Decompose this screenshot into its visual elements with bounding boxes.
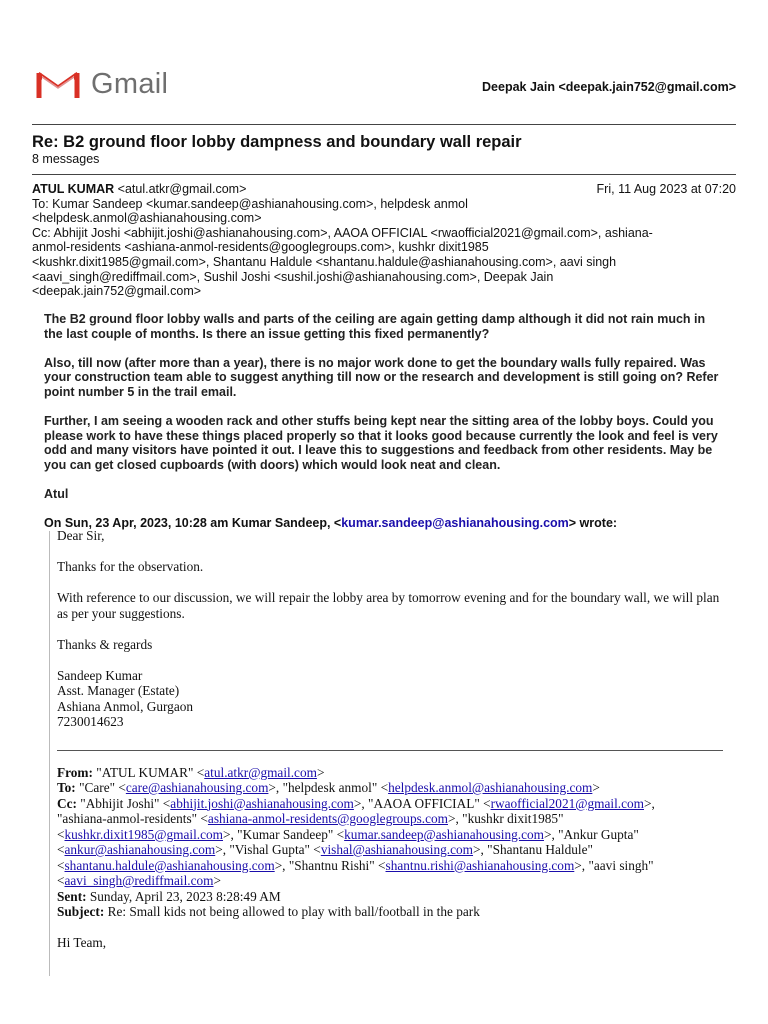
quoted-body: With reference to our discussion, we will repair the lobby area by tomorrow evening and for the boundary wall, we will plan as per your suggestions. <box>57 590 720 621</box>
to-text: > <box>592 780 600 795</box>
cc-email-link[interactable]: shantanu.haldule@ashianahousing.com <box>64 857 275 873</box>
from-end: > <box>316 764 325 780</box>
message-date: Fri, 11 Aug 2023 at 07:20 <box>596 182 736 196</box>
quoted-signature <box>57 668 727 730</box>
cc-text: "Abhijit Joshi" < <box>80 795 171 811</box>
to-email-link[interactable]: helpdesk.anmol@ashianahousing.com <box>388 780 593 795</box>
quoted-closing: Thanks & regards <box>57 636 153 652</box>
cc-text: < <box>57 826 65 842</box>
cc-text: >, "AAOA OFFICIAL" < <box>353 795 491 811</box>
cc-text: >, "Vishal Gupta" < <box>215 842 321 857</box>
body-paragraph: The B2 ground floor lobby walls and parts of the ceiling are again getting damp although it did not rain much in the last couple of months. Is there an issue getting this fixed permanently? <box>44 312 706 341</box>
quoted-to-line <box>57 780 727 796</box>
from-name: "ATUL KUMAR" < <box>96 764 205 780</box>
sender-email[interactable]: <atul.atkr@gmail.com> <box>117 182 247 196</box>
cc-text: "ashiana-anmol-residents" < <box>57 811 208 826</box>
quoted-message <box>57 528 727 966</box>
quoted-sent-line <box>57 889 727 905</box>
cc-line: <deepak.jain752@gmail.com> <box>32 284 202 299</box>
cc-text: < <box>57 857 65 873</box>
subject-value: Re: Small kids not being allowed to play with ball/football in the park <box>107 904 480 919</box>
quoted-thanks: Thanks for the observation. <box>57 559 204 574</box>
quoted-cc-line <box>57 811 727 827</box>
cc-text: >, "Shantanu Haldule" <box>473 842 593 857</box>
signoff: Atul <box>44 487 69 502</box>
cc-text: >, "aavi singh" <box>574 857 654 873</box>
signature-line: Sandeep Kumar <box>57 667 143 683</box>
cc-email-link[interactable]: shantnu.rishi@ashianahousing.com <box>385 857 575 873</box>
attribution-text: On Sun, 23 Apr, 2023, 10:28 am Kumar Sandeep, < <box>44 516 342 530</box>
quote-bar <box>49 531 50 976</box>
page-header <box>36 66 736 106</box>
app-name: Gmail <box>91 68 169 100</box>
to-label: To: <box>57 780 76 795</box>
cc-text: < <box>57 842 65 857</box>
attribution-text: > wrote: <box>568 516 618 530</box>
message-body <box>44 312 724 516</box>
cc-line: Cc: Abhijit Joshi <abhijit.joshi@ashianahousing.com>, AAOA OFFICIAL <rwaofficial2021@gmail.com>, ashiana- <box>32 225 653 240</box>
message-header <box>32 182 736 299</box>
cc-email-link[interactable]: rwaofficial2021@gmail.com <box>490 795 644 811</box>
quoted-cc-line <box>57 796 727 812</box>
cc-line: <kushkr.dixit1985@gmail.com>, Shantanu Haldule <shantanu.haldule@ashianahousing.com>, aavi singh <box>32 254 617 269</box>
cc-email-link[interactable]: kumar.sandeep@ashianahousing.com <box>344 826 544 842</box>
quoted-subject-line <box>57 904 727 920</box>
quoted-cc-line <box>57 873 727 889</box>
to-line: To: Kumar Sandeep <kumar.sandeep@ashianahousing.com>, helpdesk anmol <box>32 196 468 211</box>
header-divider <box>32 124 736 125</box>
cc-email-link[interactable]: kushkr.dixit1985@gmail.com <box>64 826 224 842</box>
cc-text: > <box>213 873 221 888</box>
body-paragraph: Further, I am seeing a wooden rack and other stuffs being kept near the sitting area of the lobby boys. Could you please work to have these things placed properly so that it looks good because currently the look and feel is very odd and many visitors have pointed it out. I leave this to suggestions and feedback from other residents. May be you can get closed cupboards (with doors) which would look neat and clean. <box>44 414 718 472</box>
cc-line: anmol-residents <ashiana-anmol-residents@googlegroups.com>, kushkr dixit1985 <box>32 240 489 255</box>
cc-email-link[interactable]: abhijit.joshi@ashianahousing.com <box>170 795 354 811</box>
signature-line: Asst. Manager (Estate) <box>57 683 180 698</box>
gmail-logo[interactable] <box>36 66 176 104</box>
attribution-email-link[interactable]: kumar.sandeep@ashianahousing.com <box>341 516 569 530</box>
quoted-cc-line <box>57 858 727 874</box>
cc-email-link[interactable]: ashiana-anmol-residents@googlegroups.com <box>207 811 448 826</box>
cc-line: <aavi_singh@rediffmail.com>, Sushil Joshi <sushil.joshi@ashianahousing.com>, Deepak Jain <box>32 269 554 284</box>
cc-email-link[interactable]: vishal@ashianahousing.com <box>320 842 474 857</box>
from-label: From: <box>57 764 93 780</box>
quoted-hi: Hi Team, <box>57 935 107 950</box>
cc-text: >, "Kumar Sandeep" < <box>223 826 345 842</box>
account-label: Deepak Jain <deepak.jain752@gmail.com> <box>482 80 736 94</box>
body-paragraph: Also, till now (after more than a year), there is no major work done to get the boundary walls fully repaired. Was your construction team able to suggest anything till now or the research and development is still going on? Refer point number 5 in the trail email. <box>44 355 719 399</box>
to-line: <helpdesk.anmol@ashianahousing.com> <box>32 211 262 226</box>
subject-label: Subject: <box>57 904 105 919</box>
sent-value: Sunday, April 23, 2023 8:28:49 AM <box>89 888 281 904</box>
cc-email-link[interactable]: ankur@ashianahousing.com <box>64 842 216 857</box>
message-count: 8 messages <box>32 152 100 166</box>
cc-text: >, <box>644 795 655 811</box>
gmail-logo-icon <box>36 68 80 100</box>
cc-text: < <box>57 873 65 888</box>
sent-label: Sent: <box>57 888 87 904</box>
cc-text: >, "kushkr dixit1985" <box>448 811 564 826</box>
cc-email-link[interactable]: aavi_singh@rediffmail.com <box>64 873 214 888</box>
quoted-cc-line <box>57 842 727 858</box>
cc-text: >, "Shantnu Rishi" < <box>274 857 386 873</box>
thread-divider <box>32 174 736 175</box>
to-email-link[interactable]: care@ashianahousing.com <box>125 780 269 795</box>
signature-line: 7230014623 <box>57 714 124 729</box>
quoted-greeting: Dear Sir, <box>57 528 105 543</box>
quoted-cc-line <box>57 827 727 843</box>
to-text: >, "helpdesk anmol" < <box>268 780 389 795</box>
to-text: "Care" < <box>79 780 126 795</box>
cc-text: >, "Ankur Gupta" <box>543 826 639 842</box>
quoted-divider <box>57 750 723 751</box>
cc-label: Cc: <box>57 795 77 811</box>
quoted-from-line <box>57 765 727 781</box>
sender-name: ATUL KUMAR <box>32 182 115 196</box>
from-email-link[interactable]: atul.atkr@gmail.com <box>204 764 317 780</box>
thread-subject: Re: B2 ground floor lobby dampness and boundary wall repair <box>32 133 522 151</box>
signature-line: Ashiana Anmol, Gurgaon <box>57 698 194 714</box>
